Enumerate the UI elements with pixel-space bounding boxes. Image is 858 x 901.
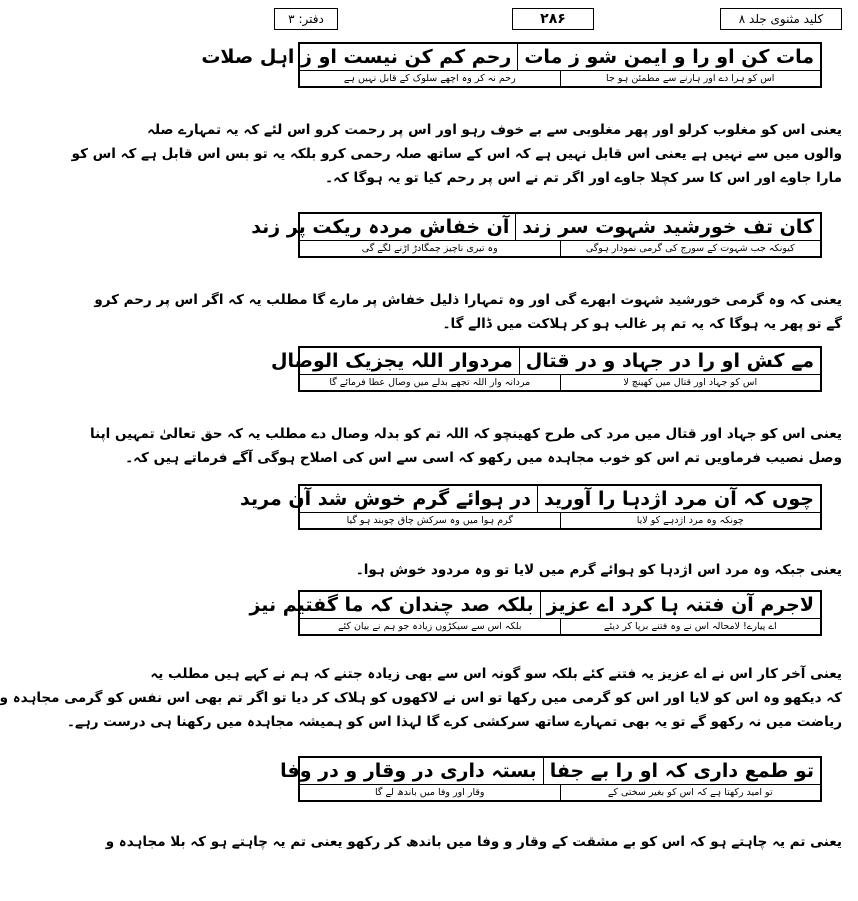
commentary-line: یعنی اس کو جہاد اور قتال میں مرد کی طرح کھینچو کہ اللہ تم کو بدلہ وصال دے مطلب یہ کہ حق تعالیٰ تمہیں اپنا xyxy=(90,426,842,442)
verse-box-2 xyxy=(251,212,822,258)
book-title-box: کلید مثنوی جلد ۸ xyxy=(720,8,842,30)
verse-box-4 xyxy=(240,484,822,530)
translation-left: وہ تیری ناچیز چمگادڑ اڑنے لگے گی xyxy=(300,241,561,256)
verse-line-right: مے کش او را در جہاد و در قتال xyxy=(525,350,814,372)
commentary-line: ریاضت میں نہ رکھو گے تو یہ بھی تمہارے ساتھ سرکشی کرے گا لہذا اس کو ہمیشہ مجاہدہ میں رکھنا ہی درست رہے۔ xyxy=(67,714,842,730)
verse-line-left: بلکہ صد چندان کہ ما گفتیم نیز xyxy=(243,592,540,618)
verse-box-6 xyxy=(280,756,822,802)
verse-line-left: آن خفاش مردہ ریکت پر زند xyxy=(245,214,516,240)
volume-box: دفتر: ۳ xyxy=(274,8,338,30)
verse-line-right: چوں کہ آن مرد اژدہا را آورید xyxy=(543,488,814,510)
commentary-4 xyxy=(274,558,842,582)
verse-box-1 xyxy=(201,42,822,88)
commentary-line: یعنی اس کو مغلوب کرلو اور پھر مغلوبی سے بے خوف رہو اور اس پر رحمت کرو اس لئے کہ یہ تمہارے صلہ xyxy=(147,122,842,138)
verse-box-3 xyxy=(271,346,822,392)
commentary-line: وصل نصیب فرماویں تم اس کو خوب مجاہدہ میں رکھو کہ اسی سے اس کی اصلاح ہوگی آگے فرماتے ہیں کہ۔ xyxy=(125,450,842,466)
translation-left: رحم نہ کر وہ اچھے سلوک کے قابل نہیں ہے xyxy=(300,71,561,86)
page-header xyxy=(274,6,842,30)
commentary-2 xyxy=(94,288,842,336)
translation-right: تو امید رکھتا ہے کہ اس کو بغیر سختی کے xyxy=(607,787,773,798)
verse-box-5 xyxy=(249,590,822,636)
commentary-line: مارا جاوے اور اس کا سر کچلا جاوے اور اگر تم نے اس پر رحم کیا تو یہ ہوگا کہ۔ xyxy=(325,170,842,186)
translation-left: وقار اور وفا میں باندھ لے گا xyxy=(300,785,561,800)
verse-line-left: در ہوائے گرم خوش شد آن مرید xyxy=(234,486,538,512)
commentary-line: یعنی آخر کار اس نے اے عزیز یہ فتنے کئے بلکہ سو گونہ اس سے بھی زیادہ جتنے کہ ہم نے کہے ہیں مطلب یہ xyxy=(150,666,842,682)
commentary-line: والوں میں سے نہیں ہے یعنی اس قابل نہیں ہے کہ اس کے ساتھ صلہ رحمی کرو بلکہ یہ تو بس اس قابل ہے کہ اس کو xyxy=(71,146,842,162)
commentary-line: گے تو پھر یہ ہوگا کہ یہ تم پر غالب ہو کر ہلاکت میں ڈالے گا۔ xyxy=(442,316,842,332)
translation-right: اس کو جہاد اور قتال میں کھینچ لا xyxy=(623,377,758,388)
translation-left: مردانہ وار اللہ تجھے بدلے میں وصال عطا فرمائے گا xyxy=(300,375,561,390)
page xyxy=(0,6,842,896)
translation-left: گرم ہوا میں وہ سرکش چاق چوبند ہو گیا xyxy=(300,513,561,528)
verse-line-left: مردوار اللہ یجزیک الوصال xyxy=(265,348,520,374)
commentary-line: یعنی کہ وہ گرمی خورشید شہوت ابھرے گی اور وہ تمہارا ذلیل خفاش پر مارے گا مطلب یہ کہ اگر اس پر رحم کرو xyxy=(94,292,842,308)
verse-line-right: مات کن او را و ایمن شو ز مات xyxy=(524,46,814,68)
commentary-5 xyxy=(0,662,842,734)
commentary-line: کہ دیکھو وہ اس کو لایا اور اس کو گرمی میں رکھا تو اس نے لاکھوں کو ہلاک کر دیا تو اگر تم بھی اس نفس کو گرمی مجاہدہ و xyxy=(0,690,842,706)
commentary-1 xyxy=(71,118,842,190)
verse-line-left: بستہ داری در وقار و در وفا xyxy=(274,758,544,784)
translation-right: اس کو ہرا دے اور ہارنے سے مطمئن ہو جا xyxy=(606,73,775,84)
translation-right: کیونکہ جب شہوت کے سورج کی گرمی نمودار ہوگی xyxy=(585,243,795,254)
verse-line-right: لاجرم آن فتنہ ہا کرد اے عزیز xyxy=(546,594,814,616)
page-number-box: ۲۸۶ xyxy=(512,8,594,30)
commentary-line: یعنی تم یہ چاہتے ہو کہ اس کو بے مشقت کے وقار و وفا میں باندھ کر رکھو یعنی تم یہ چاہتے ہو کہ بلا مجاہدہ و xyxy=(105,834,842,850)
commentary-line: یعنی جبکہ وہ مرد اس اژدہا کو ہوائے گرم میں لایا تو وہ مردود خوش ہوا۔ xyxy=(355,562,842,578)
commentary-3 xyxy=(90,422,842,470)
verse-line-right: تو طمع داری کہ او را بے جفا xyxy=(549,760,814,782)
commentary-6 xyxy=(105,830,842,854)
translation-left: بلکہ اس سے سیکڑوں زیادہ جو ہم نے بیان کئے xyxy=(300,619,561,634)
verse-line-left: رحم کم کن نیست او ز اہل صلات xyxy=(195,44,518,70)
verse-line-right: کان تف خورشید شہوت سر زند xyxy=(522,216,814,238)
translation-right: چونکہ وہ مرد اژدہے کو لایا xyxy=(636,515,744,526)
translation-right: اے پیارے! لامحالہ اس نے وہ فتنے برپا کر دیئے xyxy=(603,621,777,632)
